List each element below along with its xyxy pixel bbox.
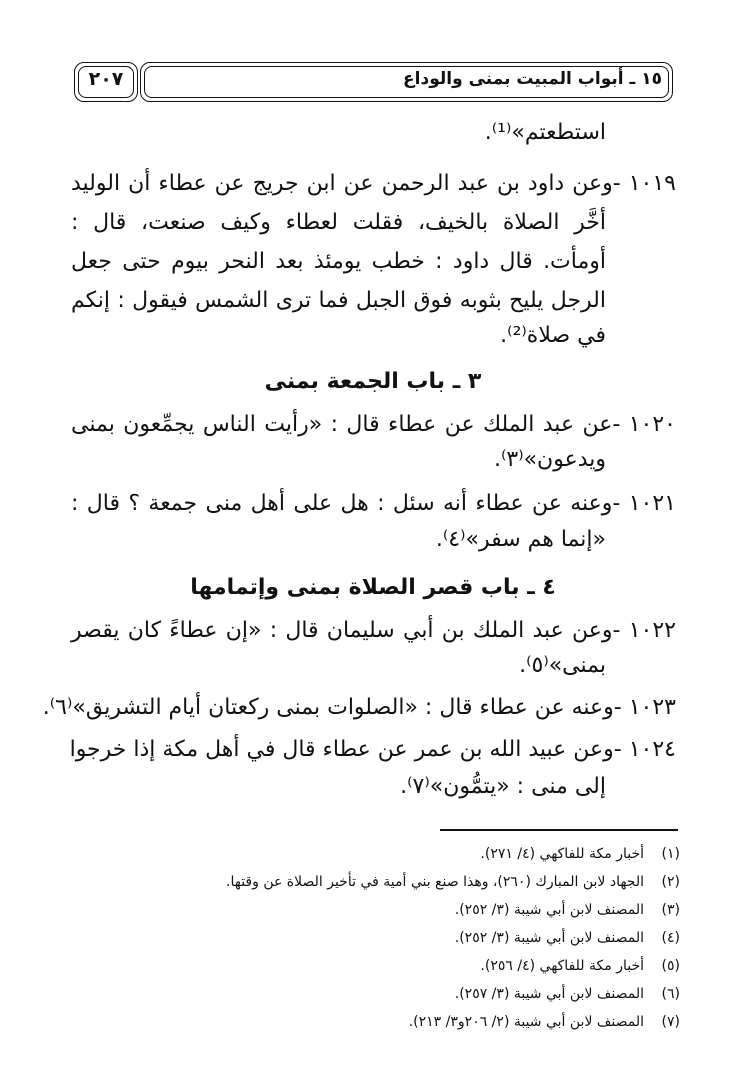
section-heading: ٤ ـ باب قصر الصلاة بمنى وإتمامها xyxy=(190,575,556,600)
footnote xyxy=(60,897,680,923)
footnote xyxy=(60,981,680,1007)
page-number: ٢٠٧ xyxy=(88,68,124,90)
footnote-number: (٣) xyxy=(661,902,680,918)
footnote-number: (٢) xyxy=(661,874,680,890)
footnote-text: المصنف لابن أبي شيبة (٣/ ٢٥٢). xyxy=(454,930,644,946)
text-line: ١٠٢٤ -وعن عبيد الله بن عمر عن عطاء قال في أهل مكة إذا خرجوا xyxy=(69,737,676,762)
text-line: ويدعون»⁽٣⁾. xyxy=(493,447,606,472)
text-line: أومأت. قال داود : خطب يومئذ بعد النحر بيوم حتى جعل xyxy=(71,249,606,274)
section-heading: ٣ ـ باب الجمعة بمنى xyxy=(264,369,482,394)
footnote xyxy=(60,841,680,867)
footnote xyxy=(60,925,680,951)
footnote xyxy=(60,869,680,895)
footnote-text: المصنف لابن أبي شيبة (٣/ ٢٥٢). xyxy=(454,902,644,918)
text-line: «إنما هم سفر»⁽٤⁾. xyxy=(435,527,606,552)
footnote-number: (٥) xyxy=(661,958,680,974)
footnote xyxy=(60,1009,680,1035)
text-line: الرجل يليح بثوبه فوق الجبل فما ترى الشمس فيقول : إنكم xyxy=(71,288,606,313)
text-line: بمنى»⁽٥⁾. xyxy=(519,653,606,678)
text-line: ١٠٢١ -وعنه عن عطاء أنه سئل : هل على أهل منى جمعة ؟ قال : xyxy=(71,491,676,516)
text-line: في صلاة⁽²⁾. xyxy=(500,323,606,348)
chapter-title: ١٥ ـ أبواب المبيت بمنى والوداع xyxy=(403,69,662,89)
text-line: أخَّر الصلاة بالخيف، فقلت لعطاء وكيف صنعت، قال : xyxy=(71,210,606,235)
page-number-box xyxy=(74,62,138,102)
footnote-text: المصنف لابن أبي شيبة (٣/ ٢٥٧). xyxy=(454,986,644,1002)
footnote-separator xyxy=(440,829,678,831)
text-line: ١٠٢٢ -وعن عبد الملك بن أبي سليمان قال : «إن عطاءً كان يقصر xyxy=(71,618,676,643)
text-line: إلى منى : «يتمُّون»⁽٧⁾. xyxy=(400,774,606,799)
footnote-number: (٧) xyxy=(661,1014,680,1030)
text-line: استطعتم»⁽¹⁾. xyxy=(484,120,606,145)
footnote-number: (١) xyxy=(661,846,680,862)
footnote-number: (٦) xyxy=(661,986,680,1002)
footnote-text: المصنف لابن أبي شيبة (٢/ ٢٠٦و٣/ ٢١٣). xyxy=(408,1014,644,1030)
footnote-number: (٤) xyxy=(661,930,680,946)
footnote xyxy=(60,953,680,979)
text-line: ١٠١٩ -وعن داود بن عبد الرحمن عن ابن جريج عن عطاء أن الوليد xyxy=(71,171,676,196)
running-header xyxy=(140,62,673,102)
text-line: ١٠٢٣ -وعنه عن عطاء قال : «الصلوات بمنى ركعتان أيام التشريق»⁽٦⁾. xyxy=(42,695,676,720)
text-line: ١٠٢٠ -عن عبد الملك عن عطاء قال : «رأيت الناس يجمِّعون بمنى xyxy=(71,412,676,437)
footnote-text: الجهاد لابن المبارك (٢٦٠)، وهذا صنع بني أمية في تأخير الصلاة عن وقتها. xyxy=(226,874,644,890)
footnote-text: أخبار مكة للفاكهي (٤/ ٢٥٦). xyxy=(480,958,644,974)
footnote-text: أخبار مكة للفاكهي (٤/ ٢٧١). xyxy=(480,846,644,862)
